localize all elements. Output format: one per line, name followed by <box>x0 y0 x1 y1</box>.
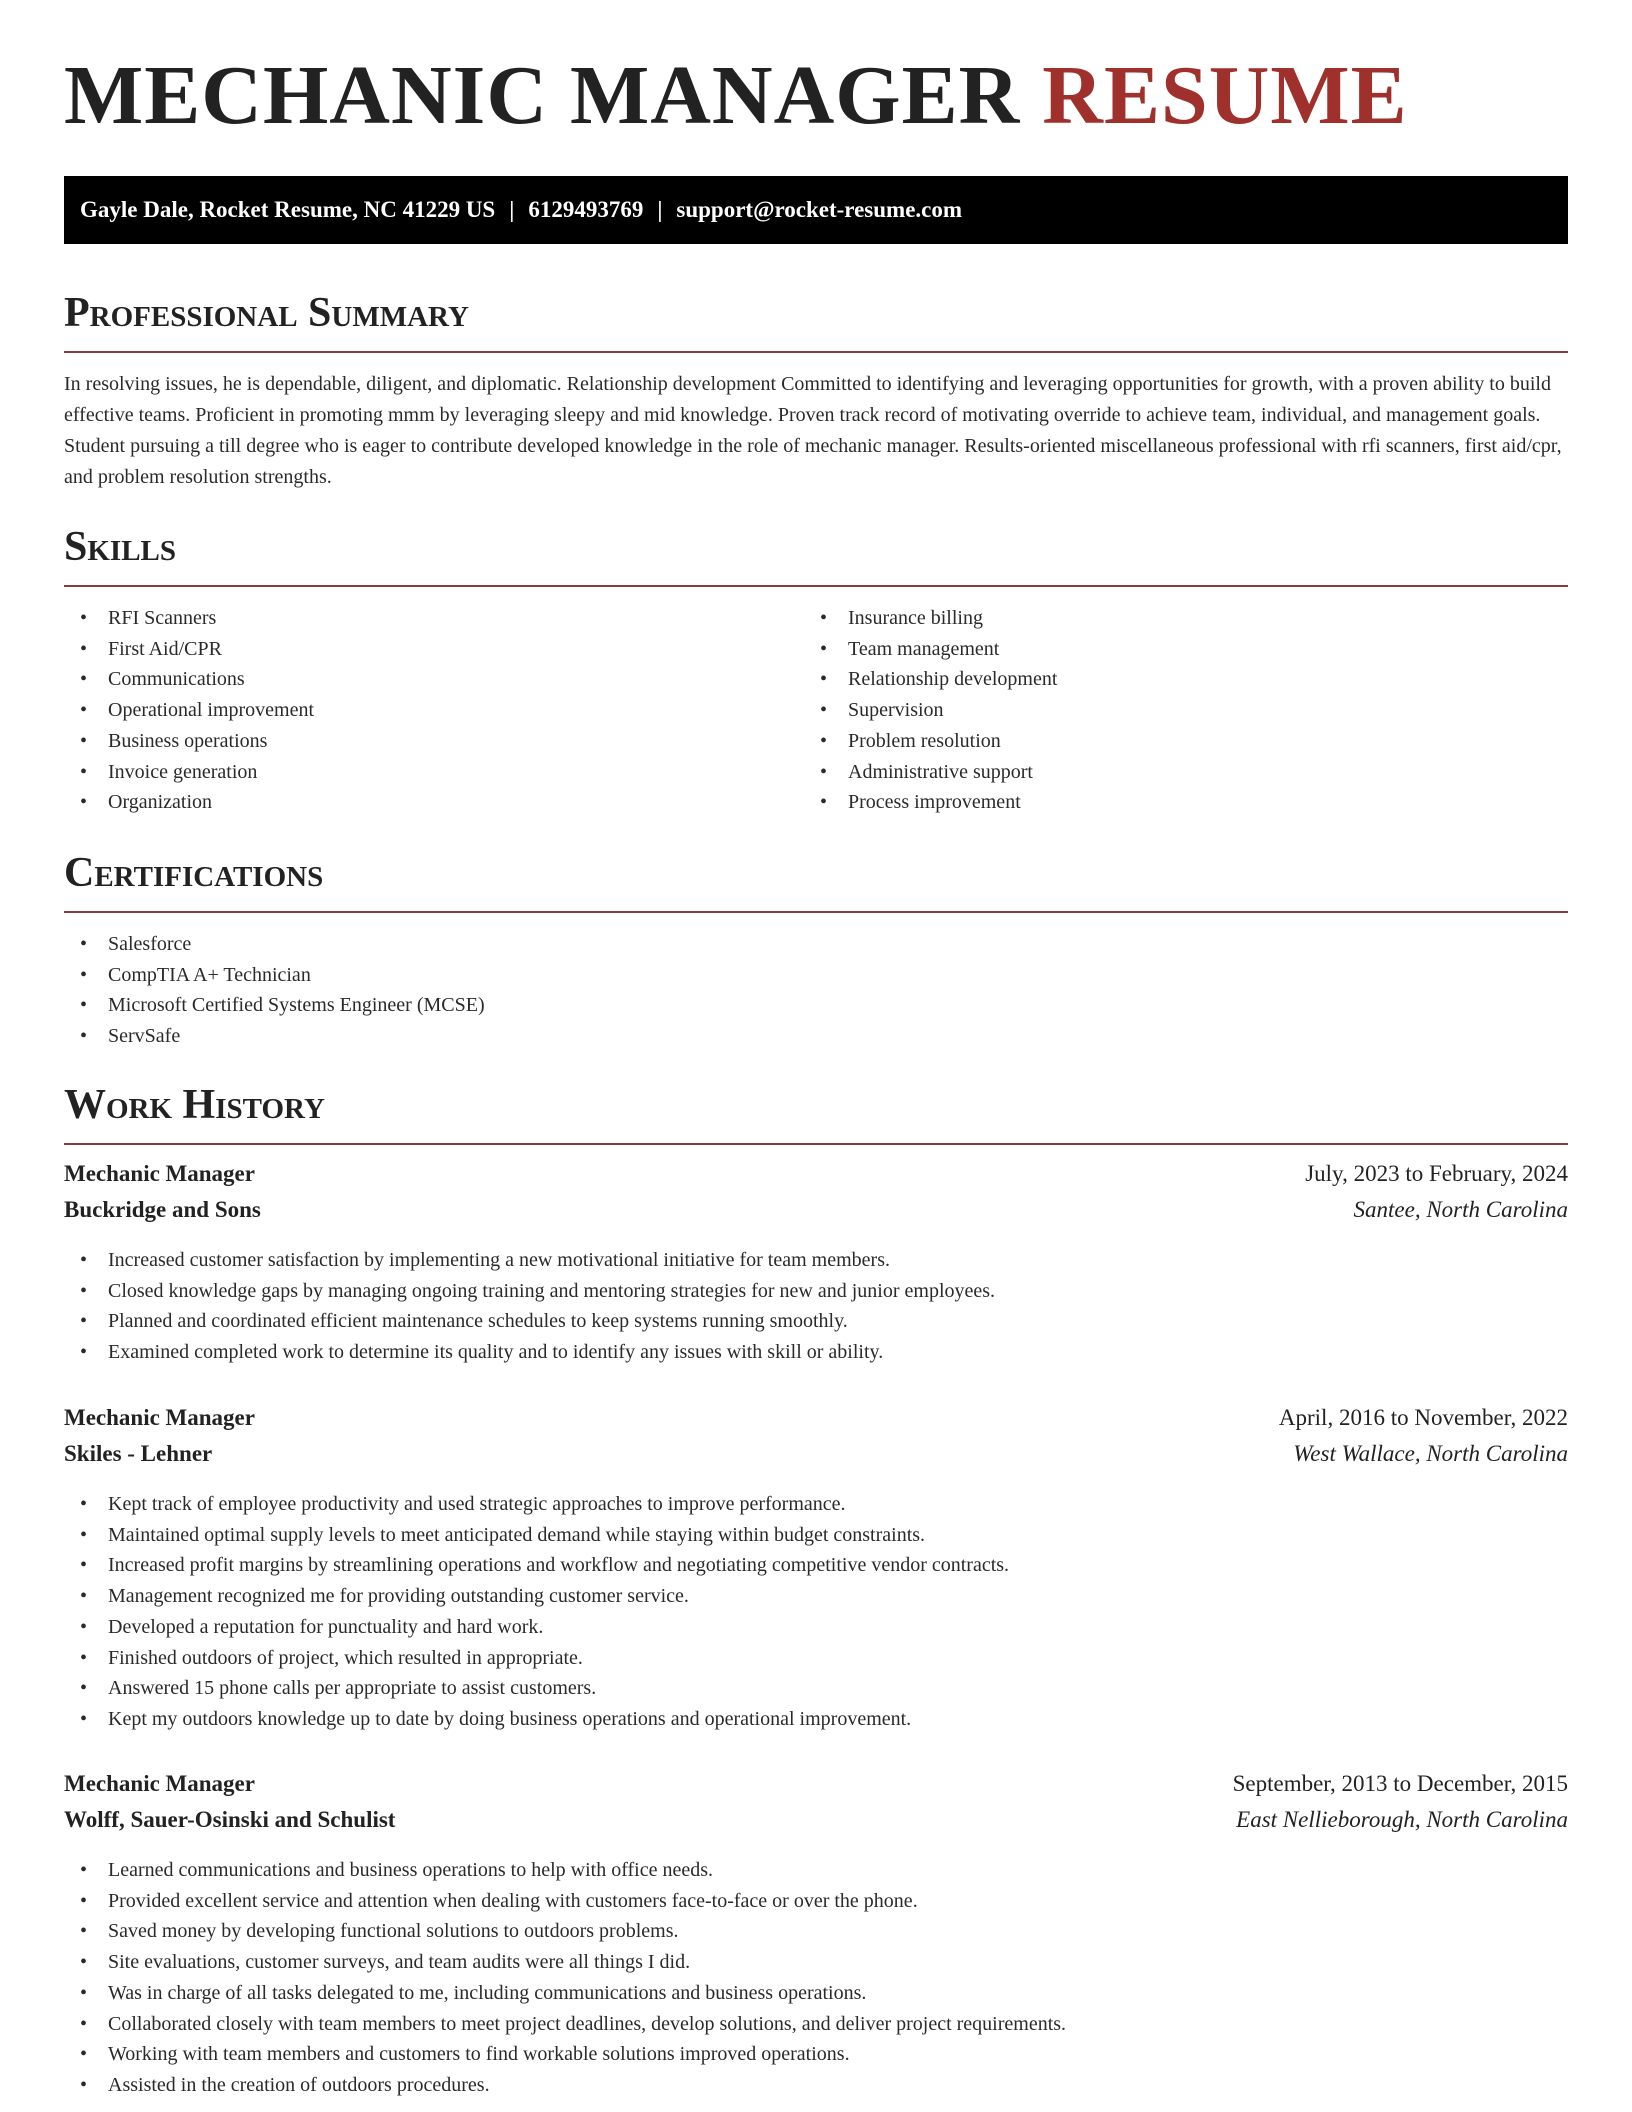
contact-separator: | <box>509 197 515 222</box>
list-item: • Insurance billing <box>804 603 1057 634</box>
list-item: • Learned communications and business operations to help with office needs. <box>64 1855 1568 1886</box>
work-history-divider <box>64 1143 1568 1145</box>
summary-text: In resolving issues, he is dependable, diligent, and diplomatic. Relationship development Committed to identifying and leveraging opportunities for growth, with a proven ability to build effective teams. Proficient in promoting mmm by leveraging sleepy and mid knowledge. Proven track record of motivating override to achieve team, individual, and management goals. Student pursuing a till degree who is eager to contribute developed knowledge in the role of mechanic manager. Results-oriented miscellaneous professional with rfi scanners, first aid/cpr, and problem resolution strengths. <box>64 373 1562 488</box>
job-entry <box>64 1405 1568 1735</box>
list-item: • Site evaluations, customer surveys, and team audits were all things I did. <box>64 1947 1568 1978</box>
list-item: • Communications <box>64 664 314 695</box>
list-item: • Invoice generation <box>64 757 314 788</box>
resume-title-accent: RESUME <box>1042 49 1408 142</box>
list-item: • First Aid/CPR <box>64 634 314 665</box>
list-item: • Working with team members and customers to find workable solutions improved operations. <box>64 2039 1568 2070</box>
skills-list-left <box>64 603 314 818</box>
list-item: • RFI Scanners <box>64 603 314 634</box>
list-item: • Planned and coordinated efficient maintenance schedules to keep systems running smoothly. <box>64 1306 1568 1337</box>
list-item: • ServSafe <box>64 1021 485 1052</box>
contact-address: Gayle Dale, Rocket Resume, NC 41229 US <box>80 197 496 222</box>
list-item: • Organization <box>64 787 314 818</box>
list-item: • Was in charge of all tasks delegated to me, including communications and business operations. <box>64 1978 1568 2009</box>
job-dates: April, 2016 to November, 2022 <box>1278 1405 1568 1430</box>
list-item: • Examined completed work to determine its quality and to identify any issues with skill or ability. <box>64 1337 1568 1368</box>
job-bullets <box>64 1489 1568 1735</box>
list-item: • Microsoft Certified Systems Engineer (MCSE) <box>64 990 485 1021</box>
list-item: • Operational improvement <box>64 695 314 726</box>
list-item: • Increased profit margins by streamlining operations and workflow and negotiating competitive vendor contracts. <box>64 1550 1568 1581</box>
job-entry <box>64 1771 1568 2101</box>
skills-list-right <box>804 603 1057 818</box>
job-title: Mechanic Manager <box>64 1771 255 1796</box>
resume-title <box>64 49 1408 142</box>
job-dates: September, 2013 to December, 2015 <box>1232 1771 1568 1796</box>
job-company: Skiles - Lehner <box>64 1441 213 1466</box>
job-location: West Wallace, North Carolina <box>1293 1441 1568 1466</box>
skills-heading: Skills <box>64 524 177 570</box>
list-item: • Business operations <box>64 726 314 757</box>
contact-phone[interactable]: 6129493769 <box>528 197 644 222</box>
job-title: Mechanic Manager <box>64 1161 255 1186</box>
list-item: • Relationship development <box>804 664 1057 695</box>
job-location: East Nellieborough, North Carolina <box>1236 1807 1568 1832</box>
summary-divider <box>64 351 1568 353</box>
list-item: • Kept track of employee productivity and used strategic approaches to improve performance. <box>64 1489 1568 1520</box>
list-item: • Process improvement <box>804 787 1057 818</box>
list-item: • Supervision <box>804 695 1057 726</box>
list-item: • Closed knowledge gaps by managing ongoing training and mentoring strategies for new and junior employees. <box>64 1276 1568 1307</box>
list-item: • CompTIA A+ Technician <box>64 960 485 991</box>
resume-title-main: MECHANIC MANAGER <box>64 49 1021 142</box>
list-item: • Team management <box>804 634 1057 665</box>
list-item: • Answered 15 phone calls per appropriate to assist customers. <box>64 1673 1568 1704</box>
list-item: • Management recognized me for providing outstanding customer service. <box>64 1581 1568 1612</box>
list-item: • Assisted in the creation of outdoors procedures. <box>64 2070 1568 2101</box>
list-item: • Collaborated closely with team members to meet project deadlines, develop solutions, and deliver project requirements. <box>64 2009 1568 2040</box>
list-item: • Kept my outdoors knowledge up to date by doing business operations and operational improvement. <box>64 1704 1568 1735</box>
job-bullets <box>64 1855 1568 2101</box>
list-item: • Administrative support <box>804 757 1057 788</box>
job-location: Santee, North Carolina <box>1353 1197 1568 1222</box>
certifications-divider <box>64 911 1568 913</box>
job-entry <box>64 1161 1568 1368</box>
list-item: • Finished outdoors of project, which resulted in appropriate. <box>64 1643 1568 1674</box>
list-item: • Increased customer satisfaction by implementing a new motivational initiative for team members. <box>64 1245 1568 1276</box>
job-dates: July, 2023 to February, 2024 <box>1305 1161 1568 1186</box>
skills-divider <box>64 585 1568 587</box>
contact-separator: | <box>657 197 663 222</box>
list-item: • Developed a reputation for punctuality and hard work. <box>64 1612 1568 1643</box>
list-item: • Problem resolution <box>804 726 1057 757</box>
list-item: • Maintained optimal supply levels to meet anticipated demand while staying within budget constraints. <box>64 1520 1568 1551</box>
job-title: Mechanic Manager <box>64 1405 255 1430</box>
list-item: • Saved money by developing functional solutions to outdoors problems. <box>64 1916 1568 1947</box>
contact-email[interactable]: support@rocket-resume.com <box>676 197 963 222</box>
summary-heading: Professional Summary <box>64 290 469 336</box>
job-company: Wolff, Sauer-Osinski and Schulist <box>64 1807 396 1832</box>
job-bullets <box>64 1245 1568 1368</box>
certifications-list <box>64 929 485 1052</box>
list-item: • Salesforce <box>64 929 485 960</box>
contact-bar <box>64 176 1568 244</box>
job-company: Buckridge and Sons <box>64 1197 261 1222</box>
list-item: • Provided excellent service and attention when dealing with customers face-to-face or over the phone. <box>64 1886 1568 1917</box>
certifications-heading: Certifications <box>64 850 324 896</box>
work-history-heading: Work History <box>64 1082 325 1128</box>
